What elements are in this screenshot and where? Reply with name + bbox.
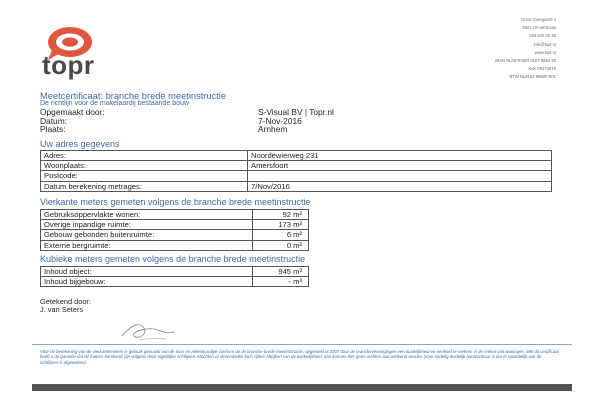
table-row xyxy=(41,171,552,181)
area-label: Externe bergruimte: xyxy=(41,240,253,250)
meta-value: Arnhem xyxy=(258,124,288,135)
meta-value: 7-Nov-2016 xyxy=(258,115,302,126)
address-label: Postcode: xyxy=(41,171,248,181)
brand-wordmark: topr xyxy=(42,50,95,80)
table-row xyxy=(41,151,552,161)
address-value: 7/Nov/2016 xyxy=(248,181,552,191)
table-row xyxy=(41,161,552,171)
signed-label: Getekend door: xyxy=(40,297,91,306)
footer-disclaimer: Voor de berekening van de vierkantemeters is gebruik gemaakt van de door en rekenkundige conform de de branche brede meetinstructie, opgesteld in 2007 door de brancheverenigingen een duidelijkheid en eenheid te creëren in de meten van woningen. Met dit certificaat heeft u de garantie dat de meters berekend zijn volgens deze eigenlijke richtlijnen. Mochten er desondanks toch cijfers afwijken van de werkelijkheid, dan kunnen hier geen rechten aan ontleend worden (voor nadelig duidelijk aantoonbaar is dat er opzettelijk van de richtlijnen is afgeweken). xyxy=(40,349,559,365)
area-value: 92 m² xyxy=(253,210,309,220)
company-line: 6921 HA Vertrouw xyxy=(522,25,556,31)
company-line: BTW NL8164 96920 B01 xyxy=(509,74,556,80)
volume-label: Inhoud object: xyxy=(41,267,253,277)
company-line: IBAN NL08 RABO 0107 9864 93 xyxy=(495,58,556,64)
table-row xyxy=(41,181,552,191)
meta-label: Plaats: xyxy=(40,124,66,135)
area-value: 173 m² xyxy=(253,220,309,230)
company-line: Groot Overgaerd 4 xyxy=(521,17,556,22)
volume-label: Inhoud bijgebouw: xyxy=(41,277,253,287)
address-label: Adres: xyxy=(41,151,248,161)
area-section-title: Vierkante meters gemeten volgens de branche brede meetinstructie xyxy=(40,197,311,207)
address-label: Datum berekening metrages: xyxy=(41,181,248,191)
table-row xyxy=(41,230,309,240)
table-row xyxy=(41,210,309,220)
volume-value: - m³ xyxy=(253,277,309,287)
table-row xyxy=(41,240,309,250)
address-value xyxy=(248,171,552,181)
area-value: 6 m² xyxy=(253,230,309,240)
company-line: www.topr.nl xyxy=(534,49,556,55)
table-row xyxy=(41,220,309,230)
bottom-bar xyxy=(32,384,572,391)
company-line: info@topr.nl xyxy=(533,41,556,47)
signer-name: J. van Seters xyxy=(40,305,84,315)
volume-value: 945 m³ xyxy=(253,267,309,277)
footer-divider xyxy=(32,344,572,345)
area-label: Overige inpandige ruimte: xyxy=(41,220,253,230)
table-row xyxy=(41,267,309,277)
company-line: 024 820 00 40 xyxy=(529,33,556,39)
address-value: Noordewierweg 231 xyxy=(248,151,552,161)
address-value: Amersfoort xyxy=(248,161,552,171)
table-row xyxy=(41,277,309,287)
volume-section-title: Kubieke meters gemeten volgens de branche brede meetinstructie xyxy=(40,254,306,264)
area-value: 0 m² xyxy=(253,240,309,250)
certificate-subtitle: De richtlijn voor de makelaardij bestaande bouw xyxy=(40,100,190,107)
area-label: Gebouw gebonden buitenruimte: xyxy=(41,230,253,240)
company-info xyxy=(495,16,556,82)
address-label: Woonplaats: xyxy=(41,161,248,171)
company-line: KvK 09174819 xyxy=(528,66,556,72)
area-label: Gebruiksoppervlakte wonen: xyxy=(41,210,253,220)
signed-block xyxy=(40,298,91,315)
area-table xyxy=(40,209,309,251)
meta-label: Datum: xyxy=(40,115,67,126)
address-section-title: Uw adres gegevens xyxy=(40,139,120,149)
volume-table xyxy=(40,266,309,287)
handwritten-signature-icon xyxy=(118,318,178,344)
meta-label: Opgemaakt door: xyxy=(40,107,105,117)
certificate-title: Meetcertificaat: branche brede meetinstructie xyxy=(40,91,227,101)
address-table xyxy=(40,150,552,192)
meta-value: S-Visual BV | Topr.nl xyxy=(258,107,334,117)
